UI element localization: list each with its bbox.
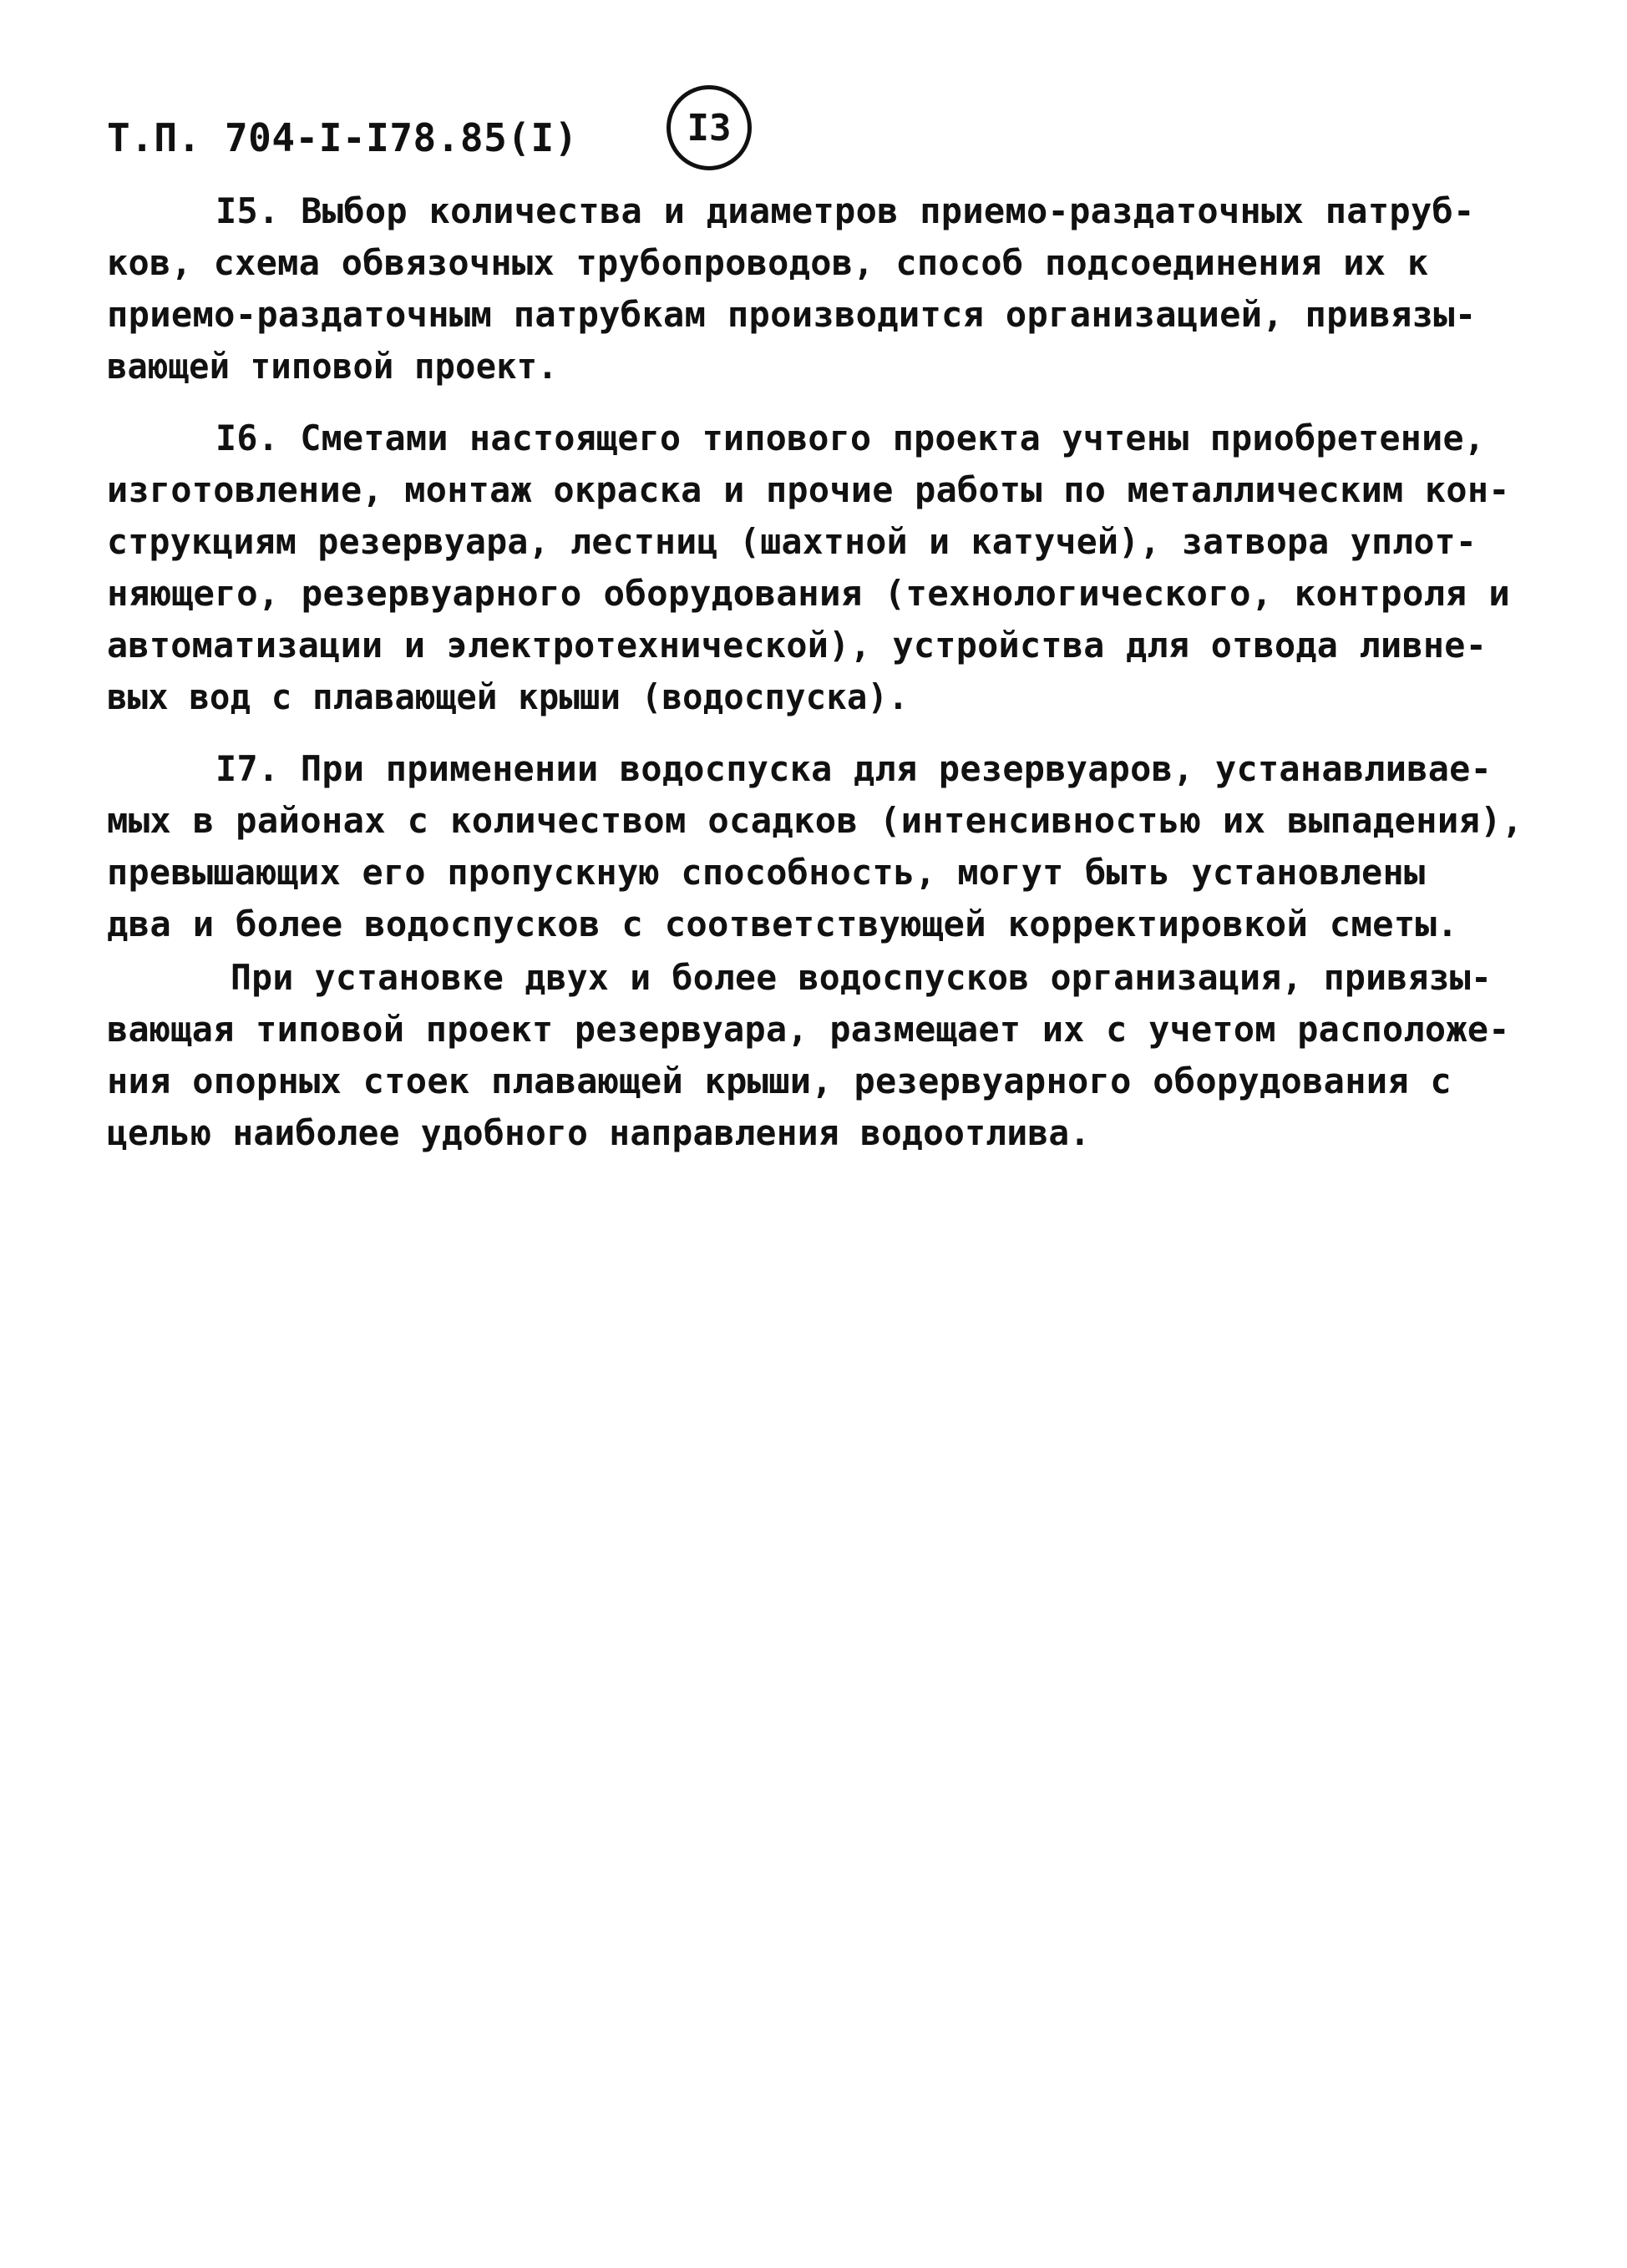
paragraph-line: I5. Выбор количества и диаметров приемо-раздаточных патруб- bbox=[215, 190, 1475, 231]
paragraph-line: два и более водоспусков с соответствующей корректировкой сметы. bbox=[107, 904, 1458, 944]
paragraph-line: ков, схема обвязочных трубопроводов, способ подсоединения их к bbox=[107, 242, 1429, 283]
paragraph-line: мых в районах с количеством осадков (интенсивностью их выпадения), bbox=[107, 800, 1523, 841]
paragraph-line: ния опорных стоек плавающей крыши, резервуарного оборудования с bbox=[107, 1061, 1452, 1101]
paragraph-line: При установке двух и более водоспусков организация, привязы- bbox=[231, 957, 1493, 998]
paragraph-line: целью наиболее удобного направления водоотлива. bbox=[107, 1112, 1091, 1153]
paragraph-line: струкциям резервуара, лестниц (шахтной и катучей), затвора уплот- bbox=[107, 521, 1477, 562]
paragraph-line: автоматизации и электротехнической), устройства для отвода ливне- bbox=[107, 625, 1488, 666]
paragraph-line: превышающих его пропускную способность, могут быть установлены bbox=[107, 852, 1426, 893]
paragraph-line: изготовление, монтаж окраска и прочие работы по металлическим кон- bbox=[107, 469, 1510, 510]
document-code: Т.П. 704-I-I78.85(I) bbox=[107, 115, 578, 160]
paragraph-line: вых вод с плавающей крыши (водоспуска). bbox=[107, 676, 909, 717]
paragraph-line: I6. Сметами настоящего типового проекта учтены приобретение, bbox=[215, 418, 1486, 458]
page-number-circle bbox=[667, 85, 752, 170]
page-number: I3 bbox=[687, 106, 732, 149]
paragraph-line: вающей типовой проект. bbox=[107, 346, 558, 387]
paragraph-line: I7. При применении водоспуска для резервуаров, устанавливае- bbox=[215, 748, 1493, 789]
paragraph-line: приемо-раздаточным патрубкам производится организацией, привязы- bbox=[107, 294, 1477, 335]
paragraph-line: няющего, резервуарного оборудования (технологического, контроля и bbox=[107, 573, 1511, 614]
paragraph-line: вающая типовой проект резервуара, размещает их с учетом расположе- bbox=[107, 1009, 1510, 1050]
